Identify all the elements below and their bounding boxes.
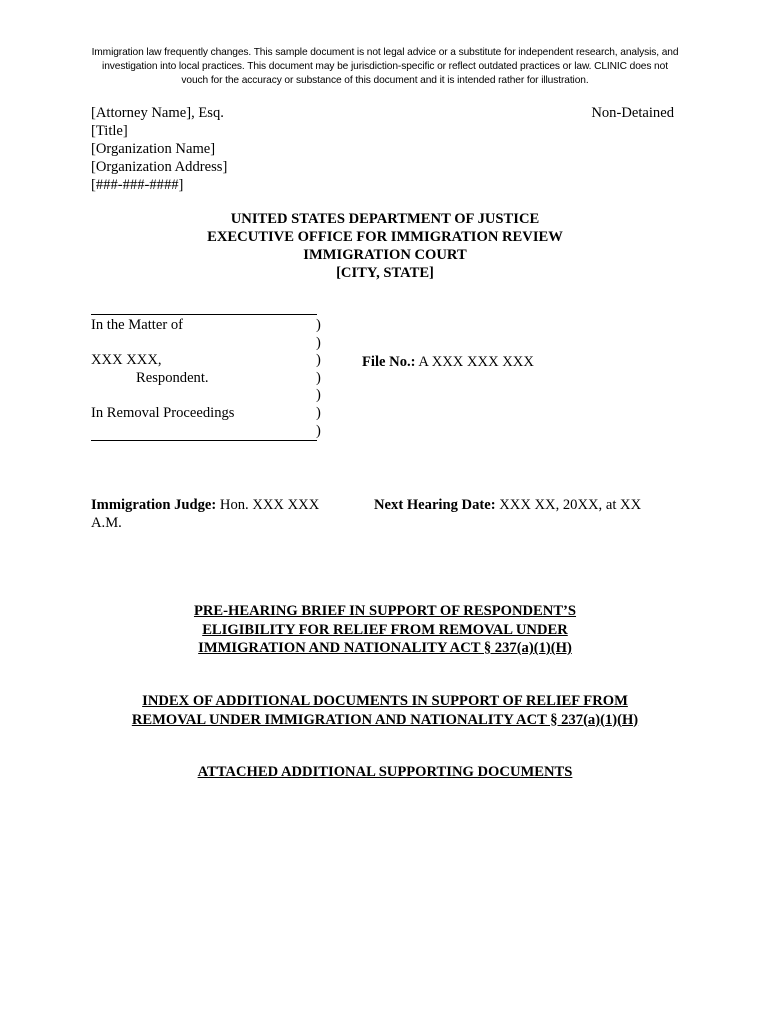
detention-status: Non-Detained <box>591 105 674 121</box>
organization-address: [Organization Address] <box>91 159 228 175</box>
caption-top-rule <box>91 314 317 315</box>
attorney-block <box>91 104 227 194</box>
caption-matter: In the Matter of <box>91 317 183 333</box>
court-line-2: EXECUTIVE OFFICE FOR IMMIGRATION REVIEW <box>207 229 563 245</box>
attorney-title: [Title] <box>91 123 128 139</box>
hearing-time-continued: A.M. <box>91 515 122 531</box>
attached-documents-title: ATTACHED ADDITIONAL SUPPORTING DOCUMENTS <box>197 764 573 780</box>
court-line-1: UNITED STATES DEPARTMENT OF JUSTICE <box>230 211 540 227</box>
brief-title: PRE-HEARING BRIEF IN SUPPORT OF RESPONDENT’S ELIGIBILITY FOR RELIEF FROM REMOVAL UNDER IMMIGRATION AND NATIONALITY ACT § 237(a)(1)(H) <box>193 603 577 656</box>
judge-value: Hon. XXX XXX <box>219 497 320 513</box>
next-hearing-date <box>374 496 641 514</box>
judge-label: Immigration Judge: <box>91 497 217 513</box>
file-number-value: A XXX XXX XXX <box>418 354 534 370</box>
caption-bottom-rule <box>91 440 317 441</box>
case-caption <box>91 317 234 423</box>
caption-parentheses: ) ) ) ) ) ) ) <box>316 317 321 439</box>
attorney-phone: [###-###-####] <box>91 177 184 193</box>
file-number <box>362 353 534 371</box>
attorney-name: [Attorney Name], Esq. <box>91 105 224 121</box>
caption-proceedings: In Removal Proceedings <box>91 404 235 421</box>
respondent-name: XXX XXX, <box>91 352 162 369</box>
court-line-3: IMMIGRATION COURT <box>303 247 467 263</box>
organization-name: [Organization Name] <box>91 141 216 157</box>
index-title: INDEX OF ADDITIONAL DOCUMENTS IN SUPPORT OF RELIEF FROM REMOVAL UNDER IMMIGRATION AND NATIONALITY ACT § 237(a)(1)(H) <box>131 693 639 728</box>
file-number-label: File No.: <box>362 354 416 370</box>
disclaimer-text: Immigration law frequently changes. This sample document is not legal advice or a substitute for independent research, analysis, and investigation into local practices. This document may be jurisdiction-specific or reflect outdated practices or law. CLINIC does not vouch for the accuracy or substance of this document and it is intended rather for illustration. <box>91 47 679 86</box>
hearing-label: Next Hearing Date: <box>374 497 496 513</box>
court-heading <box>0 210 770 282</box>
court-line-4: [CITY, STATE] <box>336 265 434 281</box>
hearing-value: XXX XX, 20XX, at XX <box>499 497 642 513</box>
immigration-judge <box>91 496 341 532</box>
respondent-label: Respondent. <box>136 369 209 386</box>
